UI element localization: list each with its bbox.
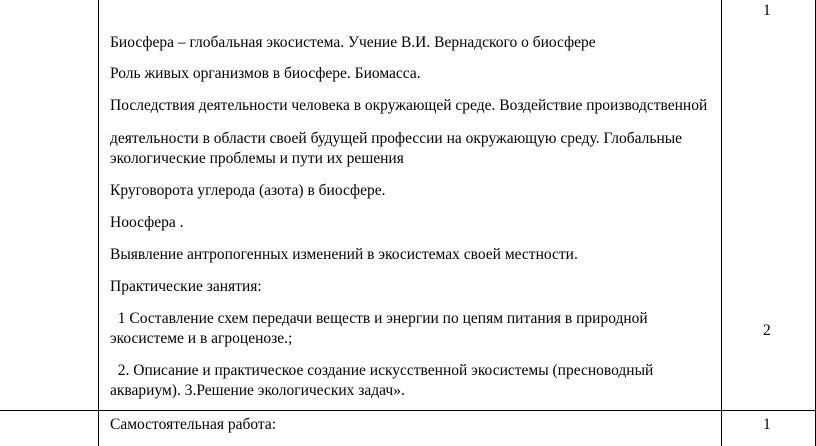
content-line: 2. Описание и практическое создание искусственной экосистемы (пресноводный (110, 362, 654, 379)
table-border-left (98, 0, 99, 446)
content-line: Биосфера – глобальная экосистема. Учение В.И. Вернадского о биосфере (110, 34, 596, 51)
content-line: Практические занятия: (110, 278, 262, 295)
content-line: экосистеме и в агроценозе.; (110, 330, 293, 347)
content-line: деятельности в области своей будущей профессии на окружающую среду. Глобальные (110, 130, 683, 147)
table-border-divider (721, 0, 722, 446)
content-line: 1 Составление схем передачи веществ и энергии по цепям питания в природной (110, 310, 648, 327)
content-line: аквариум). 3.Решение экологических задач». (110, 382, 405, 399)
content-line: Выявление антропогенных изменений в экосистемах своей местности. (110, 246, 578, 263)
content-line: Последствия деятельности человека в окружающей среде. Воздействие производственной (110, 97, 708, 114)
content-line: Ноосфера . (110, 214, 184, 231)
hours-value: 1 (763, 416, 771, 433)
content-line: Круговорота углерода (азота) в биосфере. (110, 182, 386, 199)
table-row-divider (0, 410, 816, 411)
hours-value: 1 (763, 2, 771, 19)
content-line: экологические проблемы и пути их решения (110, 150, 404, 167)
self-study-label: Самостоятельная работа: (110, 416, 277, 433)
hours-value: 2 (763, 322, 771, 339)
content-line: Роль живых организмов в биосфере. Биомасса. (110, 65, 421, 82)
